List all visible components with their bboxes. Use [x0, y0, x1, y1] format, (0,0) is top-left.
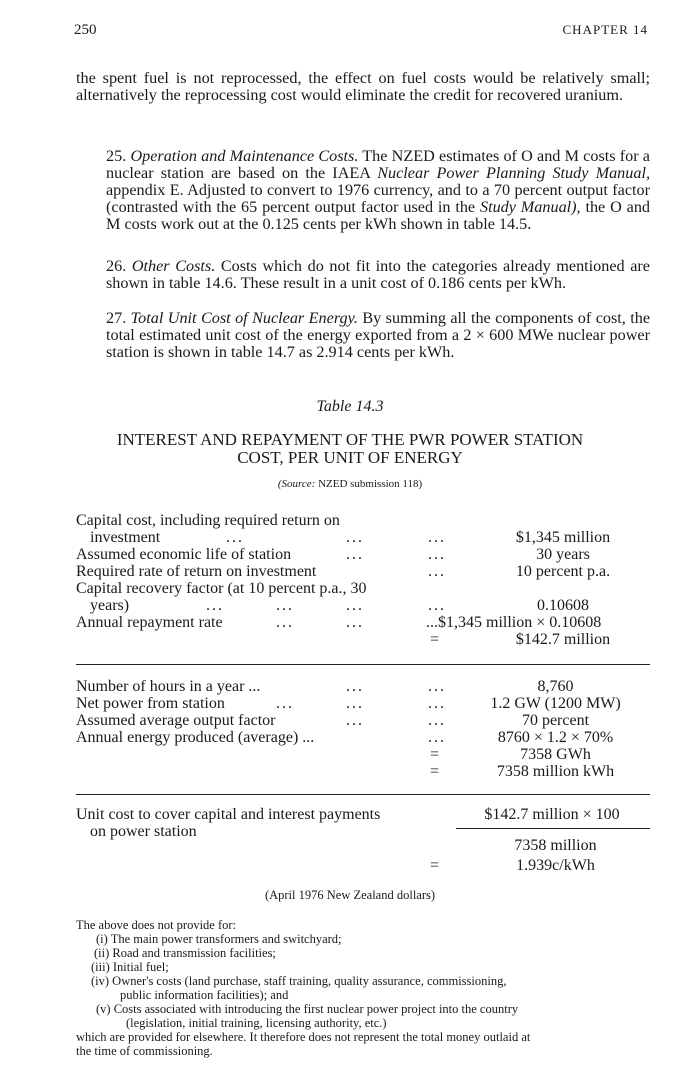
paragraph-26 [76, 258, 650, 292]
leader-dots: ... [428, 712, 446, 729]
table-title-line-2: COST, PER UNIT OF ENERGY [237, 448, 463, 467]
leader-dots: ... [428, 546, 446, 563]
row-label: Net power from station [76, 695, 225, 712]
note-line: (ii) Road and transmission facilities; [94, 946, 276, 960]
paragraph-25 [76, 148, 650, 233]
table-title-line-1: INTEREST AND REPAYMENT OF THE PWR POWER STATION [116, 430, 584, 449]
row-value: $142.7 million [515, 631, 611, 648]
leader-dots: ... [428, 678, 446, 695]
paragraph-heading: Operation and Maintenance Costs. [130, 147, 359, 165]
paragraph-heading: Other Costs. [131, 257, 216, 275]
row-value: 10 percent p.a. [515, 563, 611, 580]
currency-note: (April 1976 New Zealand dollars) [264, 888, 436, 902]
leader-dots: ... [346, 712, 364, 729]
paragraph-number: 25. [106, 147, 127, 165]
note-line: (i) The main power transformers and switchyard; [96, 932, 342, 946]
leader-dots: ... [346, 546, 364, 563]
row-value: 70 percent [521, 712, 590, 729]
paragraph-text: The NZED estimates of O and M costs for a nuclear station are based on the IAEA [106, 147, 650, 182]
source-text: NZED submission 118) [318, 478, 423, 490]
equals-sign: = [430, 857, 440, 874]
leader-dots: ... [346, 695, 364, 712]
row-label: Number of hours in a year ... [76, 678, 261, 695]
equals-sign: = [430, 631, 440, 648]
row-label: investment [90, 529, 161, 546]
paragraph-text: appendix E. Adjusted to convert to 1976 currency, and to a 70 percent output factor (contrasted with the 65 percent output factor used in the [106, 181, 650, 216]
row-label: Annual energy produced (average) ... [76, 729, 315, 746]
leader-dots: ... [428, 597, 446, 614]
row-value: ...$1,345 million × 0.10608 [426, 614, 602, 631]
fraction-bar [456, 828, 650, 829]
note-line: (legislation, initial training, licensing authority, etc.) [126, 1016, 387, 1030]
note-line: public information facilities); and [120, 988, 289, 1002]
table-source [0, 478, 700, 490]
note-line: (iii) Initial fuel; [91, 960, 169, 974]
leader-dots: ... [206, 597, 224, 614]
table-section-capital [76, 512, 650, 662]
equals-sign: = [430, 746, 440, 763]
equals-sign: = [430, 763, 440, 780]
note-line: which are provided for elsewhere. It therefore does not represent the total money outlaid at [76, 1030, 531, 1044]
leader-dots: ... [428, 729, 446, 746]
leader-dots: ... [276, 695, 294, 712]
paragraph-number: 26. [106, 257, 127, 275]
paragraph-number: 27. [106, 309, 127, 327]
table-footnotes [76, 918, 650, 1058]
note-line: The above does not provide for: [76, 918, 237, 932]
table-rule [76, 794, 650, 795]
note-line: (v) Costs associated with introducing the first nuclear power project into the country [96, 1002, 519, 1016]
paragraph-text: the spent fuel is not reprocessed, the effect on fuel costs would be relatively small; alternatively the reprocessing cost would eliminate the credit for recovered uranium. [76, 69, 650, 104]
paragraph-27 [76, 310, 650, 361]
paragraph-text: the O and M costs work out at the 0.125 cents per kWh shown in table 14.5. [106, 198, 651, 233]
row-value: 8760 × 1.2 × 70% [497, 729, 614, 746]
row-value: 1.939c/kWh [516, 857, 595, 874]
page-number: 250 [74, 22, 97, 38]
leader-dots: ... [226, 529, 244, 546]
row-value: 1.2 GW (1200 MW) [490, 695, 621, 712]
note-line: (iv) Owner's costs (land purchase, staff training, quality assurance, commissioning, [91, 974, 507, 988]
source-label: (Source: [277, 478, 316, 490]
row-value: 30 years [536, 546, 590, 563]
row-value: $1,345 million [515, 529, 611, 546]
row-label: Capital cost, including required return on [76, 512, 340, 529]
row-label: Required rate of return on investment [76, 563, 317, 580]
row-label: Annual repayment rate [76, 614, 223, 631]
row-label: Assumed average output factor [76, 712, 276, 729]
paragraph-text: By summing all the components of cost, the total estimated unit cost of the energy exported from a 2 × 600 MWe nuclear power station is shown in table 14.7 as 2.914 cents per kWh. [106, 309, 651, 361]
row-label: years) [90, 597, 130, 614]
paragraph-heading: Total Unit Cost of Nuclear Energy. [130, 309, 358, 327]
chapter-heading: CHAPTER 14 [562, 22, 648, 37]
table-section-unit-cost [76, 806, 650, 882]
paragraph-text: Costs which do not fit into the categories already mentioned are shown in table 14.6. These result in a unit cost of 0.186 cents per kWh. [106, 257, 650, 292]
table-rule [76, 664, 650, 665]
leader-dots: ... [428, 695, 446, 712]
row-value: 7358 GWh [520, 746, 591, 763]
leader-dots: ... [346, 529, 364, 546]
leader-dots: ... [276, 614, 294, 631]
leader-dots: ... [346, 678, 364, 695]
row-value: 8,760 [537, 678, 574, 695]
leader-dots: ... [276, 597, 294, 614]
table-section-energy [76, 678, 650, 788]
reference-title: Nuclear Power Planning Study Manual, [377, 164, 650, 182]
leader-dots: ... [346, 597, 364, 614]
reference-title: Study Manual), [479, 198, 581, 216]
row-value: 7358 million kWh [496, 763, 615, 780]
fraction-numerator: $142.7 million × 100 [484, 806, 620, 823]
row-label: Assumed economic life of station [76, 546, 292, 563]
leader-dots: ... [428, 529, 446, 546]
row-label: Unit cost to cover capital and interest payments [76, 806, 381, 823]
row-label: on power station [90, 823, 197, 840]
row-value: 0.10608 [537, 597, 589, 614]
note-line: the time of commissioning. [76, 1044, 213, 1058]
row-label: Capital recovery factor (at 10 percent p.a., 30 [76, 580, 367, 597]
fraction-denominator: 7358 million [514, 837, 597, 854]
leader-dots: ... [428, 563, 446, 580]
paragraph-continued [76, 70, 650, 104]
table-label: Table 14.3 [316, 398, 384, 415]
leader-dots: ... [346, 614, 364, 631]
